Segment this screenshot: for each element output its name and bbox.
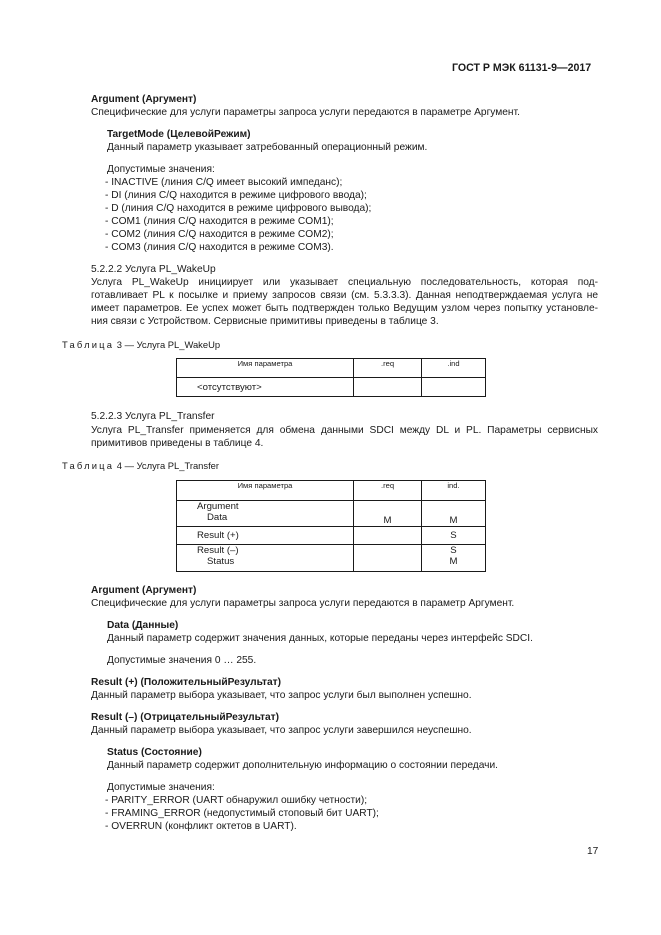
- status-text: Данный параметр содержит дополнительную информацию о состоянии передачи.: [107, 760, 498, 771]
- argument-heading: Argument (Аргумент): [91, 94, 197, 105]
- table-header-cell: .req: [354, 359, 422, 378]
- allowed-values-label: Допустимые значения:: [107, 164, 215, 175]
- table-cell: <отсутствуют>: [177, 378, 354, 397]
- table-cell: Result (+): [177, 527, 354, 545]
- page-number: 17: [587, 846, 599, 857]
- table-cell: [354, 378, 422, 397]
- table-caption-prefix: Таблица: [62, 339, 115, 350]
- list-item: - COM3 (линия C/Q находится в режиме COM3).: [105, 242, 334, 253]
- param-name: Data: [207, 512, 228, 523]
- cell-value: M: [449, 556, 458, 567]
- status-heading: Status (Состояние): [107, 747, 202, 758]
- list-item: - COM2 (линия C/Q находится в режиме COM2);: [105, 229, 334, 240]
- table-cell: [177, 501, 354, 527]
- list-item: - FRAMING_ERROR (недопустимый стоповый бит UART);: [105, 808, 379, 819]
- table-caption-prefix: Таблица: [62, 460, 115, 471]
- table-cell: M: [354, 501, 422, 527]
- standard-header: ГОСТ Р МЭК 61131-9—2017: [452, 62, 592, 74]
- data-allowed-values: Допустимые значения 0 … 255.: [107, 655, 257, 666]
- wakeup-section-heading: 5.2.2.2 Услуга PL_WakeUp: [91, 264, 216, 275]
- table-cell: [354, 545, 422, 572]
- result-negative-text: Данный параметр выбора указывает, что запрос услуги завершился неуспешно.: [91, 725, 472, 736]
- wakeup-paragraph-line: Услуга PL_WakeUp инициирует или указывает специальную последовательность, которая под-: [91, 277, 598, 288]
- list-item: - PARITY_ERROR (UART обнаружил ошибку четности);: [105, 795, 368, 806]
- data-heading: Data (Данные): [107, 620, 179, 631]
- table-cell: [422, 378, 486, 397]
- list-item: - DI (линия C/Q находится в режиме цифрового ввода);: [105, 190, 367, 201]
- targetmode-text: Данный параметр указывает затребованный операционный режим.: [107, 142, 428, 153]
- param-name: Result (–): [197, 545, 239, 556]
- targetmode-heading: TargetMode (ЦелевойРежим): [107, 129, 251, 140]
- param-name: Status: [207, 556, 235, 567]
- result-negative-heading: Result (–) (ОтрицательныйРезультат): [91, 712, 280, 723]
- result-positive-heading: Result (+) (ПоложительныйРезультат): [91, 677, 282, 688]
- wakeup-paragraph-line: готавливает PL к посылке и приему запросов связи (см. 5.3.3.3). Данная неподтверждаемая услуга не: [91, 290, 598, 301]
- argument-text: Специфические для услуги параметры запроса услуги передаются в параметре Аргумент.: [91, 107, 520, 118]
- table4: [176, 480, 486, 572]
- table-cell: S: [422, 527, 486, 545]
- table-caption-text: 3 — Услуга PL_WakeUp: [116, 339, 221, 350]
- table-cell: [422, 545, 486, 572]
- table-header-cell: Имя параметра: [177, 359, 354, 378]
- list-item: - D (линия C/Q находится в режиме цифрового вывода);: [105, 203, 372, 214]
- allowed-values-label-2: Допустимые значения:: [107, 782, 215, 793]
- wakeup-paragraph-line: имеет параметров. Ее успех может быть подтвержден только Ведущим узлом через попытку установле-: [91, 303, 598, 314]
- param-name: Argument: [197, 501, 239, 512]
- list-item: - OVERRUN (конфликт октетов в UART).: [105, 821, 297, 832]
- table3-caption: [62, 339, 220, 350]
- table-header-cell: .ind: [422, 359, 486, 378]
- argument-heading-2: Argument (Аргумент): [91, 585, 197, 596]
- cell-value: S: [450, 545, 457, 556]
- transfer-section-heading: 5.2.2.3 Услуга PL_Transfer: [91, 411, 215, 422]
- argument-text-2: Специфические для услуги параметры запроса услуги передаются в параметр Аргумент.: [91, 598, 515, 609]
- list-item: - INACTIVE (линия C/Q имеет высокий импеданс);: [105, 177, 343, 188]
- table-cell: [177, 545, 354, 572]
- list-item: - COM1 (линия C/Q находится в режиме COM1);: [105, 216, 334, 227]
- table-cell: M: [422, 501, 486, 527]
- data-text: Данный параметр содержит значения данных, которые переданы через интерфейс SDCI.: [107, 633, 533, 644]
- wakeup-paragraph-line: ния связи с Устройством. Сервисные примитивы приведены в таблице 3.: [91, 316, 439, 327]
- transfer-paragraph-line: примитивов приведены в таблице 4.: [91, 438, 264, 449]
- table4-caption: [62, 460, 219, 471]
- table-header-cell: ind.: [422, 481, 486, 501]
- table-header-cell: .req: [354, 481, 422, 501]
- table-cell: [354, 527, 422, 545]
- table3: [176, 358, 486, 397]
- table-header-cell: Имя параметра: [177, 481, 354, 501]
- table-caption-text: 4 — Услуга PL_Transfer: [116, 460, 220, 471]
- result-positive-text: Данный параметр выбора указывает, что запрос услуги был выполнен успешно.: [91, 690, 472, 701]
- transfer-paragraph-line: Услуга PL_Transfer применяется для обмена данными SDCI между DL и PL. Параметры сервисных: [91, 425, 598, 436]
